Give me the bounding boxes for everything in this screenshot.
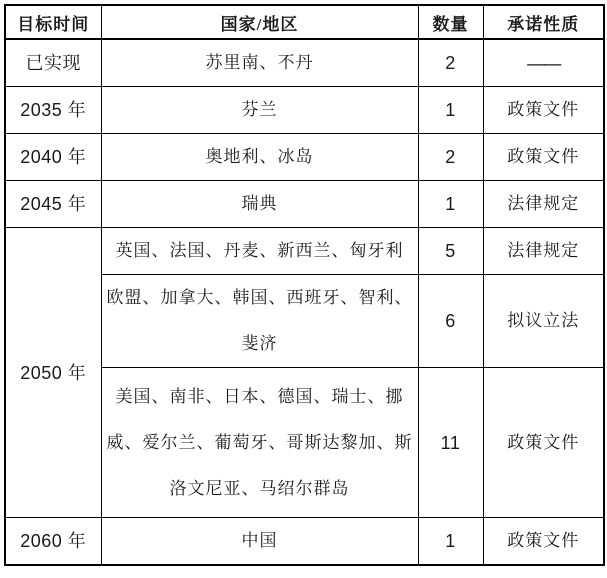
cell-target-time: 2045 年 xyxy=(5,181,101,228)
cell-count: 5 xyxy=(418,228,483,275)
cell-count: 2 xyxy=(418,134,483,181)
table-row-2040 xyxy=(5,134,604,181)
cell-nature: 拟议立法 xyxy=(483,275,604,368)
table-row-2045 xyxy=(5,181,604,228)
table-row-achieved xyxy=(5,39,604,87)
cell-target-time: 已实现 xyxy=(5,39,101,87)
cell-countries: 英国、法国、丹麦、新西兰、匈牙利 xyxy=(101,228,418,275)
cell-target-time: 2060 年 xyxy=(5,518,101,566)
cell-nature: 政策文件 xyxy=(483,368,604,518)
cell-countries: 瑞典 xyxy=(101,181,418,228)
header-commitment-nature: 承诺性质 xyxy=(483,5,604,39)
cell-nature: 政策文件 xyxy=(483,518,604,566)
table-row-2035 xyxy=(5,87,604,134)
cell-count: 1 xyxy=(418,181,483,228)
table-row-2050-law xyxy=(5,228,604,275)
header-country-region: 国家/地区 xyxy=(101,5,418,39)
cell-target-time-2050: 2050 年 xyxy=(5,228,101,518)
cell-count: 1 xyxy=(418,87,483,134)
header-row xyxy=(5,5,604,39)
cell-nature: 法律规定 xyxy=(483,228,604,275)
cell-count: 1 xyxy=(418,518,483,566)
cell-countries: 欧盟、加拿大、韩国、西班牙、智利、斐济 xyxy=(101,275,418,368)
cell-nature: 法律规定 xyxy=(483,181,604,228)
cell-countries: 芬兰 xyxy=(101,87,418,134)
cell-count: 2 xyxy=(418,39,483,87)
cell-target-time: 2040 年 xyxy=(5,134,101,181)
table-row-2060 xyxy=(5,518,604,566)
cell-count: 11 xyxy=(418,368,483,518)
carbon-neutral-commitments-table xyxy=(4,4,605,566)
cell-countries: 奥地利、冰岛 xyxy=(101,134,418,181)
cell-nature: —— xyxy=(483,39,604,87)
cell-countries: 美国、南非、日本、德国、瑞士、挪威、爱尔兰、葡萄牙、哥斯达黎加、斯洛文尼亚、马绍尔群岛 xyxy=(101,368,418,518)
cell-countries: 中国 xyxy=(101,518,418,566)
cell-count: 6 xyxy=(418,275,483,368)
cell-target-time: 2035 年 xyxy=(5,87,101,134)
cell-nature: 政策文件 xyxy=(483,134,604,181)
cell-countries: 苏里南、不丹 xyxy=(101,39,418,87)
header-target-time: 目标时间 xyxy=(5,5,101,39)
cell-nature: 政策文件 xyxy=(483,87,604,134)
header-quantity: 数量 xyxy=(418,5,483,39)
